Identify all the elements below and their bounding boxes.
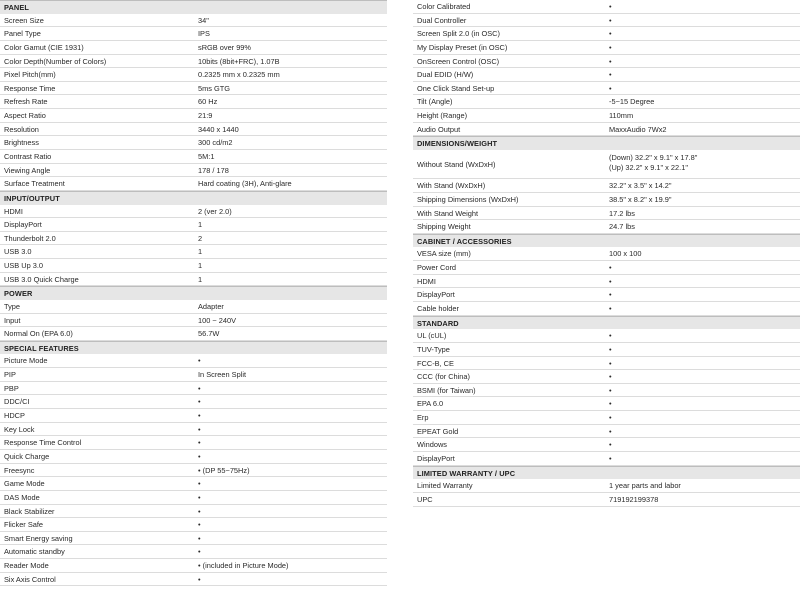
spec-value: • (609, 15, 612, 25)
spec-row-with-stand-weight (413, 207, 800, 221)
spec-label: Color Gamut (CIE 1931) (4, 42, 84, 52)
spec-value: • (609, 2, 612, 11)
spec-row-dual-edid-h-w (413, 68, 800, 82)
spec-label: BSMI (for Taiwan) (417, 385, 476, 395)
spec-label: Audio Output (417, 124, 461, 134)
spec-row-shipping-dimensions-wxdxh (413, 193, 800, 207)
spec-value: • (609, 304, 612, 314)
spec-row-contrast-ratio (0, 150, 387, 164)
spec-label: Color Depth(Number of Colors) (4, 56, 107, 66)
spec-row-aspect-ratio (0, 109, 387, 123)
spec-row-color-gamut-cie-1931 (0, 41, 387, 55)
spec-label: DAS Mode (4, 492, 40, 502)
spec-row-type (0, 300, 387, 314)
spec-row-windows (413, 438, 800, 452)
spec-label: HDCP (4, 411, 25, 421)
spec-value: • (198, 533, 201, 543)
spec-row-ddc-ci (0, 395, 387, 409)
spec-row-color-calibrated (413, 0, 800, 14)
spec-value: 5M:1 (198, 152, 215, 161)
spec-label: With Stand Weight (417, 208, 479, 218)
spec-value: • (609, 263, 612, 273)
spec-row-smart-energy-saving (0, 532, 387, 546)
spec-value: 1 year parts and labor (609, 481, 681, 491)
spec-row-ccc-for-china (413, 370, 800, 384)
spec-value (609, 150, 796, 178)
spec-value: 1 (198, 261, 203, 271)
spec-row-usb-3-0 (0, 245, 387, 259)
spec-value: 10bits (8bit+FRC), 1.07B (198, 56, 280, 66)
spec-row-surface-treatment (0, 177, 387, 191)
spec-row-hdcp (0, 409, 387, 423)
spec-label: Game Mode (4, 479, 45, 489)
spec-row-height-range (413, 109, 800, 123)
spec-value: Hard coating (3H), Anti-glare (198, 179, 292, 189)
spec-row-quick-charge (0, 450, 387, 464)
spec-label: Type (4, 301, 21, 311)
spec-label: VESA size (mm) (417, 249, 471, 259)
spec-column-left (0, 0, 387, 586)
spec-row-limited-warranty (413, 479, 800, 493)
spec-row-displayport (413, 452, 800, 466)
spec-label: DisplayPort (417, 454, 455, 464)
spec-row-screen-split-2-0-in-osc (413, 27, 800, 41)
section-header-standard: STANDARD (413, 316, 800, 330)
spec-label: One Click Stand Set-up (417, 83, 495, 93)
spec-row-pixel-pitch-mm (0, 68, 387, 82)
spec-label: Response Time Control (4, 438, 82, 448)
spec-row-response-time-control (0, 436, 387, 450)
spec-value: • (198, 411, 201, 421)
spec-label: DDC/CI (4, 397, 30, 407)
spec-row-bsmi-for-taiwan (413, 384, 800, 398)
spec-value: 24.7 lbs (609, 222, 635, 232)
spec-label: Refresh Rate (4, 97, 48, 107)
spec-row-power-cord (413, 261, 800, 275)
section-header-special-features: SPECIAL FEATURES (0, 341, 387, 355)
spec-label: Shipping Dimensions (WxDxH) (417, 194, 519, 204)
spec-value: 3440 x 1440 (198, 124, 239, 134)
spec-value: 60 Hz (198, 97, 218, 107)
spec-label: Color Calibrated (417, 2, 471, 11)
spec-value: 1 (198, 274, 203, 284)
spec-value: • (609, 426, 612, 436)
spec-row-six-axis-control (0, 573, 387, 587)
spec-row-displayport (0, 218, 387, 232)
spec-value: 100 ~ 240V (198, 315, 237, 325)
spec-value: • (609, 29, 612, 39)
spec-value: • (198, 547, 201, 557)
spec-row-flicker-safe (0, 518, 387, 532)
spec-value: • (198, 438, 201, 448)
spec-label: Tilt (Angle) (417, 97, 453, 107)
spec-value: • (609, 276, 612, 286)
spec-row-freesync (0, 464, 387, 478)
spec-row-onscreen-control-osc (413, 55, 800, 69)
spec-row-my-display-preset-in-osc (413, 41, 800, 55)
spec-label: Automatic standby (4, 547, 65, 557)
spec-row-normal-on-epa-6-0 (0, 327, 387, 341)
spec-label: PBP (4, 383, 19, 393)
spec-row-usb-up-3-0 (0, 259, 387, 273)
spec-label: Resolution (4, 124, 39, 134)
spec-value: 34" (198, 15, 209, 25)
spec-row-tuv-type (413, 343, 800, 357)
spec-value: • (198, 506, 201, 516)
spec-label: DisplayPort (417, 290, 455, 300)
spec-row-fcc-b-ce (413, 357, 800, 371)
spec-row-dual-controller (413, 14, 800, 28)
spec-row-with-stand-wxdxh (413, 179, 800, 193)
section-header-dimensions-weight: DIMENSIONS/WEIGHT (413, 136, 800, 150)
spec-value: • (included in Picture Mode) (198, 561, 289, 571)
spec-label: Panel Type (4, 29, 41, 39)
spec-row-hdmi (413, 275, 800, 289)
spec-value: • (609, 83, 612, 93)
spec-value: • (609, 42, 612, 52)
spec-row-screen-size (0, 14, 387, 28)
spec-label: OnScreen Control (OSC) (417, 56, 500, 66)
spec-row-without-stand-wxdxh (413, 150, 800, 179)
section-header-power: POWER (0, 286, 387, 300)
spec-row-reader-mode (0, 559, 387, 573)
spec-label: Black Stabilizer (4, 506, 55, 516)
spec-value: 719192199378 (609, 494, 659, 504)
spec-label: HDMI (417, 276, 436, 286)
spec-label: PIP (4, 370, 16, 380)
spec-label: Freesync (4, 465, 35, 475)
spec-row-pbp (0, 382, 387, 396)
spec-label: Viewing Angle (4, 165, 51, 175)
spec-row-vesa-size-mm (413, 247, 800, 261)
spec-label: Quick Charge (4, 451, 50, 461)
spec-value: • (609, 331, 612, 341)
spec-row-cable-holder (413, 302, 800, 316)
spec-label: Brightness (4, 138, 39, 148)
spec-row-das-mode (0, 491, 387, 505)
spec-value: • (609, 344, 612, 354)
spec-value: • (198, 424, 201, 434)
spec-value: 300 cd/m2 (198, 138, 233, 148)
spec-row-refresh-rate (0, 95, 387, 109)
spec-label: EPEAT Gold (417, 426, 459, 436)
spec-value: • (DP 55~75Hz) (198, 465, 250, 475)
spec-label: Dual Controller (417, 15, 467, 25)
spec-row-audio-output (413, 123, 800, 137)
spec-value: -5~15 Degree (609, 97, 655, 107)
spec-label: HDMI (4, 206, 23, 216)
spec-value: 32.2" x 3.5" x 14.2" (609, 181, 672, 191)
spec-label: Height (Range) (417, 111, 468, 121)
spec-row-input (0, 314, 387, 328)
spec-label: Surface Treatment (4, 179, 65, 189)
spec-label: Six Axis Control (4, 574, 56, 584)
spec-value: 21:9 (198, 111, 213, 121)
spec-value: • (198, 492, 201, 502)
spec-row-erp (413, 411, 800, 425)
spec-value: • (198, 520, 201, 530)
spec-value: 1 (198, 220, 203, 230)
spec-label: Key Lock (4, 424, 35, 434)
spec-row-viewing-angle (0, 164, 387, 178)
spec-value: • (609, 70, 612, 80)
spec-row-response-time (0, 82, 387, 96)
spec-column-right (413, 0, 800, 507)
spec-row-key-lock (0, 423, 387, 437)
spec-value: MaxxAudio 7Wx2 (609, 124, 667, 134)
spec-value: 56.7W (198, 329, 220, 339)
spec-label: FCC-B, CE (417, 358, 454, 368)
spec-row-usb-3-0-quick-charge (0, 273, 387, 287)
spec-row-game-mode (0, 477, 387, 491)
spec-row-black-stabilizer (0, 505, 387, 519)
spec-row-brightness (0, 136, 387, 150)
spec-label: Thunderbolt 2.0 (4, 233, 56, 243)
spec-label: Limited Warranty (417, 481, 473, 491)
spec-label: UPC (417, 494, 433, 504)
spec-value: Adapter (198, 301, 224, 311)
spec-value: 110mm (609, 111, 634, 121)
spec-row-epeat-gold (413, 425, 800, 439)
spec-row-picture-mode (0, 354, 387, 368)
spec-label: UL (cUL) (417, 331, 447, 341)
spec-value: 0.2325 mm x 0.2325 mm (198, 70, 280, 80)
spec-label: Input (4, 315, 21, 325)
spec-label: USB 3.0 Quick Charge (4, 274, 79, 284)
spec-row-tilt-angle (413, 95, 800, 109)
spec-value: • (609, 385, 612, 395)
spec-value: • (609, 440, 612, 450)
spec-value: IPS (198, 29, 210, 39)
spec-value: • (609, 413, 612, 423)
spec-label: With Stand (WxDxH) (417, 181, 486, 191)
spec-row-resolution (0, 123, 387, 137)
spec-row-displayport (413, 288, 800, 302)
spec-value: sRGB over 99% (198, 42, 251, 52)
spec-label: TUV-Type (417, 344, 450, 354)
spec-label: Cable holder (417, 304, 459, 314)
spec-value: 38.5" x 8.2" x 19.9" (609, 194, 672, 204)
spec-label: Response Time (4, 83, 56, 93)
section-header-cabinet-accessories: CABINET / ACCESSORIES (413, 234, 800, 248)
spec-row-upc (413, 493, 800, 507)
section-header-limited-warranty-upc: LIMITED WARRANTY / UPC (413, 466, 800, 480)
spec-value: 17.2 lbs (609, 208, 635, 218)
spec-label: Reader Mode (4, 561, 49, 571)
spec-label: Without Stand (WxDxH) (417, 159, 496, 169)
spec-label: Flicker Safe (4, 520, 44, 530)
spec-value: 178 / 178 (198, 165, 229, 175)
spec-label: Contrast Ratio (4, 152, 52, 161)
spec-label: Power Cord (417, 263, 457, 273)
spec-row-pip (0, 368, 387, 382)
spec-label: Normal On (EPA 6.0) (4, 329, 73, 339)
spec-label: Picture Mode (4, 356, 48, 366)
section-header-input-output: INPUT/OUTPUT (0, 191, 387, 205)
spec-value: 5ms GTG (198, 83, 231, 93)
spec-label: Pixel Pitch(mm) (4, 70, 56, 80)
spec-label: USB Up 3.0 (4, 261, 44, 271)
spec-row-hdmi (0, 205, 387, 219)
spec-value: • (198, 383, 201, 393)
spec-value: • (609, 56, 612, 66)
spec-value-line: (Up) 32.2" x 9.1" x 22.1" (609, 162, 688, 172)
spec-value: • (198, 397, 201, 407)
spec-label: Screen Size (4, 15, 44, 25)
spec-label: Shipping Weight (417, 222, 471, 232)
spec-row-panel-type (0, 27, 387, 41)
spec-label: Smart Energy saving (4, 533, 73, 543)
section-header-panel: PANEL (0, 0, 387, 14)
spec-value: 1 (198, 247, 203, 257)
spec-label: Screen Split 2.0 (in OSC) (417, 29, 500, 39)
spec-row-automatic-standby (0, 545, 387, 559)
spec-label: My Display Preset (in OSC) (417, 42, 508, 52)
spec-row-ul-cul (413, 329, 800, 343)
spec-row-thunderbolt-2-0 (0, 232, 387, 246)
spec-value: • (609, 372, 612, 382)
spec-value: 100 x 100 (609, 249, 642, 259)
spec-value: • (609, 454, 612, 464)
spec-label: Dual EDID (H/W) (417, 70, 474, 80)
spec-label: Erp (417, 413, 429, 423)
spec-value: 2 (ver 2.0) (198, 206, 232, 216)
spec-label: CCC (for China) (417, 372, 470, 382)
spec-row-epa-6-0 (413, 397, 800, 411)
spec-value: • (609, 358, 612, 368)
spec-value: • (198, 451, 201, 461)
spec-value: • (198, 356, 201, 366)
spec-label: DisplayPort (4, 220, 42, 230)
spec-label: Aspect Ratio (4, 111, 46, 121)
spec-value: • (198, 574, 201, 584)
spec-row-one-click-stand-set-up (413, 82, 800, 96)
spec-value: • (609, 399, 612, 409)
spec-label: Windows (417, 440, 447, 450)
spec-value-line: (Down) 32.2" x 9.1" x 17.8" (609, 153, 698, 162)
spec-row-shipping-weight (413, 220, 800, 234)
spec-label: USB 3.0 (4, 247, 32, 257)
spec-row-color-depth-number-of-colors (0, 55, 387, 69)
spec-value: In Screen Split (198, 370, 247, 380)
spec-label: EPA 6.0 (417, 399, 444, 409)
spec-value: • (609, 290, 612, 300)
spec-value: 2 (198, 233, 203, 243)
spec-value: • (198, 479, 201, 489)
